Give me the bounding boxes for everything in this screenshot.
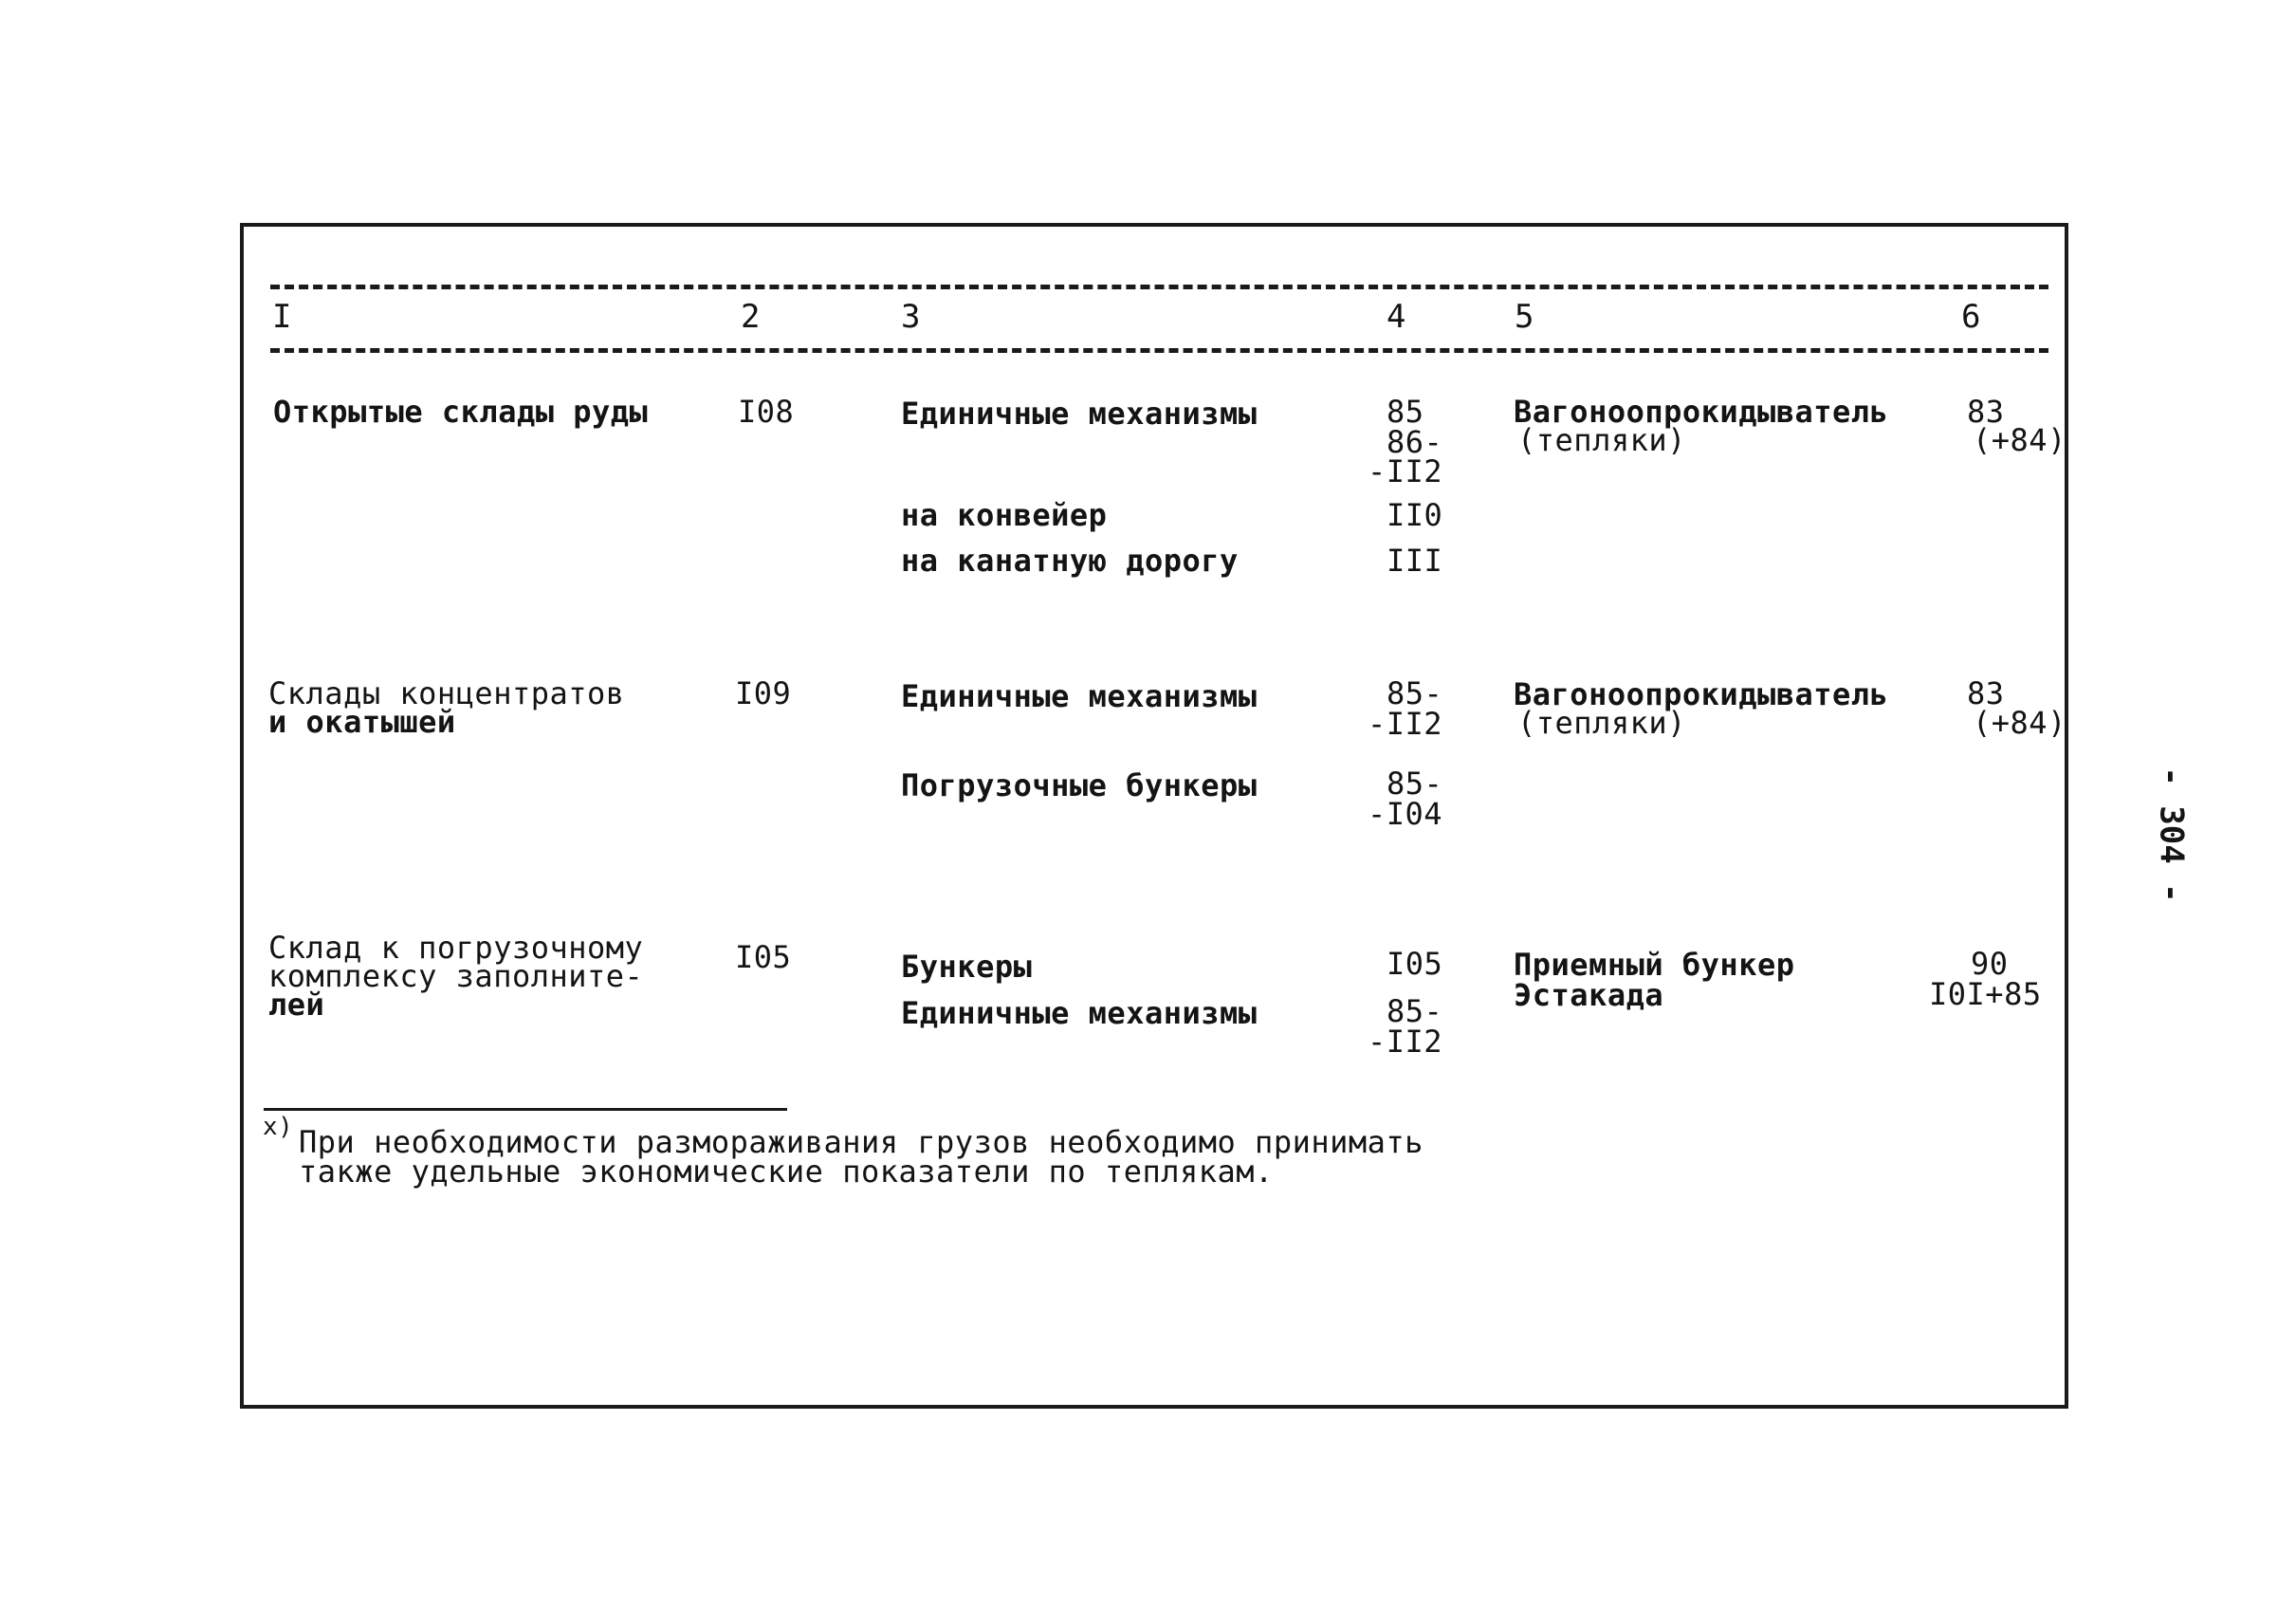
column-header-4: 4 — [1387, 298, 1406, 336]
footnote-rule — [264, 1108, 787, 1111]
item-ref: 85- — [1387, 766, 1443, 802]
row-code: I08 — [738, 394, 795, 430]
item-ref: 85 — [1387, 394, 1424, 430]
column-header-2: 2 — [741, 298, 761, 336]
row-name: Склады концентратов — [268, 675, 625, 711]
page-number: - 304 - — [2152, 766, 2191, 903]
item-label: Единичные механизмы — [901, 678, 1258, 714]
item-ref: -II2 — [1368, 453, 1443, 489]
row-name: и окатышей — [268, 704, 456, 740]
item-label: на конвейер — [901, 497, 1108, 533]
row-name: Открытые склады руды — [273, 394, 649, 430]
item-ref: I05 — [1387, 946, 1443, 982]
row-code: I05 — [735, 939, 792, 975]
equipment-name: Эстакада — [1514, 977, 1664, 1013]
equipment-ref: 83 — [1967, 394, 2005, 430]
column-header-5: 5 — [1515, 298, 1534, 336]
item-label: Погрузочные бункеры — [901, 767, 1258, 803]
equipment-ref: (+84) — [1973, 705, 2066, 741]
item-label: Единичные механизмы — [901, 396, 1258, 432]
item-ref: 86- — [1387, 424, 1443, 460]
equipment-name: Вагоноопрокидыватель — [1514, 676, 1889, 712]
row-code: I09 — [735, 675, 792, 711]
equipment-name: (тепляки) — [1517, 422, 1686, 458]
item-label: Бункеры — [901, 949, 1033, 985]
item-ref: 85- — [1387, 675, 1443, 711]
item-ref: -II2 — [1368, 706, 1443, 742]
column-header-6: 6 — [1961, 298, 1981, 336]
column-header-1: I — [272, 298, 292, 336]
equipment-ref: (+84) — [1973, 422, 2066, 458]
header-rule-top — [270, 285, 2048, 289]
item-ref: -II2 — [1368, 1024, 1443, 1060]
equipment-ref: 90 — [1971, 946, 2009, 982]
equipment-ref: 83 — [1967, 675, 2005, 711]
footnote-mark: x) — [263, 1113, 294, 1141]
item-label: Единичные механизмы — [901, 995, 1258, 1031]
row-name: лей — [268, 987, 325, 1023]
item-ref: -I04 — [1368, 796, 1443, 832]
item-ref: II0 — [1387, 497, 1443, 533]
header-rule-bottom — [270, 348, 2048, 353]
footnote-line-1: При необходимости размораживания грузов необходимо принимать — [299, 1124, 1424, 1160]
equipment-ref: I0I+85 — [1929, 976, 2042, 1012]
column-header-3: 3 — [901, 298, 921, 336]
row-name: Склад к погрузочному — [268, 930, 644, 966]
equipment-name: Вагоноопрокидыватель — [1514, 394, 1889, 430]
equipment-name: (тепляки) — [1517, 705, 1686, 741]
item-ref: 85- — [1387, 993, 1443, 1029]
footnote-line-2: также удельные экономические показатели по теплякам. — [299, 1153, 1274, 1190]
item-ref: III — [1387, 543, 1443, 579]
row-name: комплексу заполните- — [268, 958, 644, 994]
item-label: на канатную дорогу — [901, 543, 1239, 579]
equipment-name: Приемный бункер — [1514, 947, 1795, 983]
